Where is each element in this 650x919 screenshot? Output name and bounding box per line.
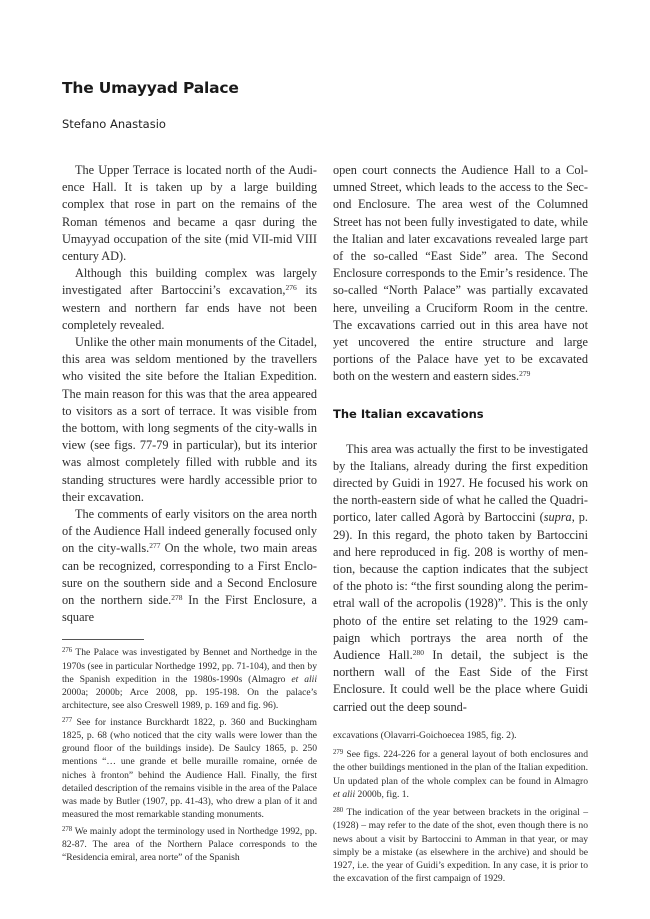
paragraph: The Upper Terrace is located north of the Audience Hall. It is taken up by a large building complex that rose in part on the remains of the Roman témenos and became a qasr during the Umayyad occupation of the site (mid VII-mid VIII century AD). [62, 163, 317, 264]
footnote-text: 2000a; 2000b; Arce 2008, pp. 195-198. On the palace’s architecture, see also Creswell 1989, p. 169 and fig. 96). [62, 687, 317, 712]
footnote-text: The indication of the year between brackets in the original – (1928) – may refer to the date of the shot, even though there is no news about a visit by Bartoccini to Amman in that year, or may simply be a mistake (as elsewhere in the archive) and should be 1927, i.e. the year of Guidi’s expedition. In any case, it is prior to the excavation of the first campaign of 1929. [333, 807, 588, 885]
footnote-text: We mainly adopt the terminology used in Northedge 1992, pp. 82-87. The area of the Northern Palace corresponds to the “Residencia emiral, area norte” of the Spanish [62, 825, 317, 864]
footnote-number: 277 [62, 716, 73, 724]
paragraph-text: open court connects the Audience Hall to a Columned Street, which leads to the access to the Second Enclosure. The area west of the Columned Street has not been fully investigated to date, while the Italian and later excavations revealed large part of the so-called “East Side” area. The Second Enclosure corresponds to the Emir’s residence. The so-called “North Palace” was partially excavated here, unveiling a Cruciform Room in the centre. The excavations carried out in this area have not yet uncovered the entire structure and large portions of the Palace have yet to be excavated both on the western and eastern sides. [333, 163, 588, 384]
footnote-ref[interactable]: 280 [412, 648, 424, 658]
footnote-ref[interactable]: 278 [171, 593, 183, 603]
paragraph-text: This area was actually the first to be investigated by the Italians, already during the first expedition directed by Guidi in 1927. He focused his work on the north-eastern side of what he called the Quadriportico, later called Agorà by Bartoccini ( [333, 441, 588, 525]
paragraph [333, 162, 588, 386]
paragraph-text: On the whole, two main areas can be recognized, corresponding to a First Enclosure on the southern side and a Second Enclosure on the northern side. [62, 541, 317, 608]
footnote-text: See for instance Burckhardt 1822, p. 360 and Buckingham 1825, p. 68 (who noticed that the city walls were lower than the ground floor of the buildings inside). De Saulcy 1865, p. 250 mentions “… une grande et belle muraille romaine, ornée de niches à fronton” behind the Audience Hall. Finally, the first detailed description of the remains visible in the area of the Palace was made by Butler (1907, pp. 41-43), who drew a plan of it and measured the most remarkable standing monuments. [62, 716, 317, 821]
paragraph [62, 506, 317, 626]
footnote-number: 276 [62, 647, 73, 655]
paragraph-text: The comments of early visitors on the area north of the Audience Hall indeed generally focused only on the city-walls. [62, 507, 317, 556]
footnote-280 [333, 806, 588, 886]
footnote-279 [333, 748, 588, 801]
paragraph-text: In the First Enclosure, a square [62, 593, 317, 625]
paragraph [333, 441, 588, 716]
footnote-number: 279 [333, 749, 344, 757]
footnote-276 [62, 646, 317, 712]
paragraph-text: its western and northern far ends have not been completely revealed. [62, 283, 317, 332]
paragraph-text: , p. 29). In this regard, the photo taken by Bartoccini and here reproduced in fig. 208 is worthy of mention, because the caption indicates that the subject of the photo is: “the first sounding along the perimetral wall of the acropolis (1928)”. This is the only photo of the entire set relating to the 1929 campaign which portrays the area north of the Audience Hall. [333, 510, 589, 663]
left-text-column [62, 162, 317, 867]
paragraph-text: Although this building complex was largely investigated after Bartoccini’s excavation, [62, 266, 317, 298]
section-heading: The Italian excavations [333, 406, 484, 421]
footnote-italic: et alii [291, 673, 317, 685]
footnote-277 [62, 716, 317, 822]
footnote-text: The Palace was investigated by Bennet and Northedge in the 1970s (see in particular Northedge 1992, pp. 71-104), and then by the Spanish expedition in the 1980s-1990s (Almagro [62, 647, 317, 685]
italic-text: supra [543, 510, 572, 525]
footnote-italic: et alii [333, 788, 356, 800]
paragraph [62, 265, 317, 334]
footnote-text: See figs. 224-226 for a general layout of both enclosures and the other buildings mentioned in the plan of the Italian expedition. Un updated plan of the whole complex can be found in Almagro [333, 749, 588, 787]
footnote-divider [62, 639, 144, 640]
footnote-text: 2000b, fig. 1. [355, 788, 409, 800]
footnote-ref[interactable]: 279 [519, 369, 531, 379]
author-name: Stefano Anastasio [62, 117, 166, 131]
right-text-column [333, 162, 588, 891]
footnote-ref[interactable]: 277 [149, 541, 161, 551]
footnote-number: 280 [333, 807, 344, 815]
paragraph-text: In detail, the subject is the northern wall of the East Side of the First Enclosure. It could well be the place where Guidi carried out the deep sound- [333, 648, 589, 714]
chapter-title: The Umayyad Palace [62, 79, 239, 97]
footnote-ref[interactable]: 276 [285, 283, 297, 293]
footnote-278 [62, 825, 317, 865]
paragraph: Unlike the other main monuments of the Citadel, this area was seldom mentioned by the travellers who visited the site before the Italian Expedition. The main reason for this was that the area appeared to visitors as a sort of terrace. It was visible from the bottom, with long segments of the city-walls in view (see figs. 77-79 in particular), but its interior was almost completely filled with rubble and its standing structures were hardly accessible prior to their excavation. [62, 335, 317, 504]
footnote-number: 278 [62, 825, 73, 833]
footnote-continuation: excavations (Olavarri-Goichoecea 1985, fig. 2). [333, 729, 517, 741]
